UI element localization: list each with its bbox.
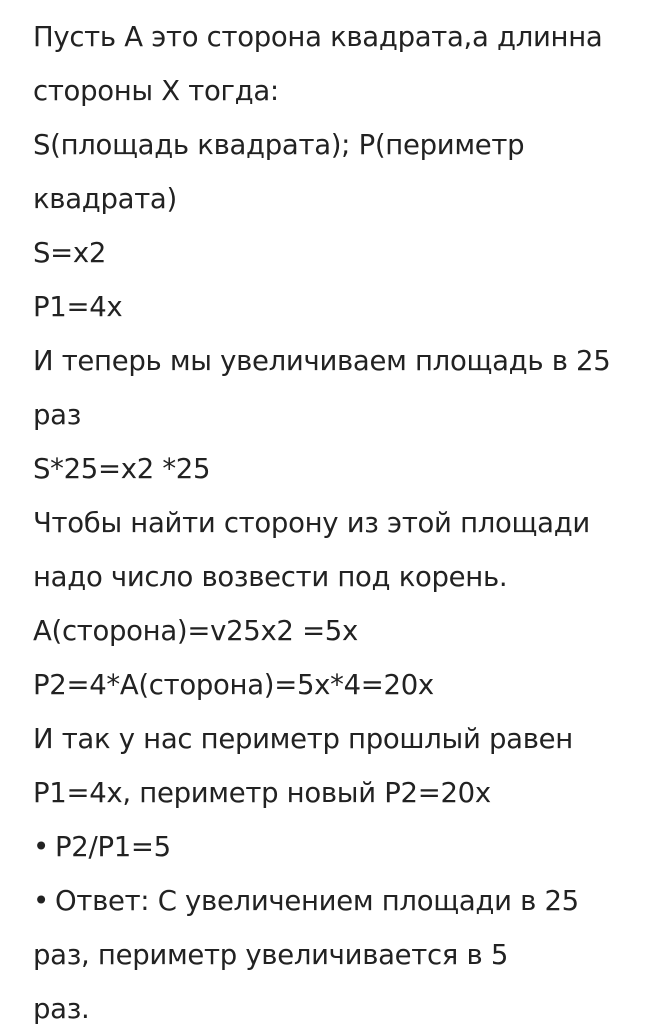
bullet-item-ratio: [33, 820, 638, 874]
text-line: P1=4x: [33, 291, 123, 323]
text-line: A(сторона)=v25x2 =5x: [33, 615, 358, 647]
bullet-item-answer: [33, 874, 638, 1036]
bullet-text: P2/P1=5: [55, 831, 171, 863]
text-line: раз: [33, 399, 82, 431]
text-line: И так у нас периметр прошлый равен: [33, 723, 573, 755]
text-line: Пусть А это сторона квадрата,а длинна: [33, 21, 603, 53]
bullet-marker: •: [33, 831, 49, 863]
bullet-marker: •: [33, 885, 49, 917]
text-line: S*25=x2 *25: [33, 453, 211, 485]
text-line: И теперь мы увеличиваем площадь в 25: [33, 345, 611, 377]
text-line: надо число возвести под корень.: [33, 561, 508, 593]
text-line: стороны Х тогда:: [33, 75, 279, 107]
text-line: S(площадь квадрата); P(периметр: [33, 129, 525, 161]
text-line: Чтобы найти сторону из этой площади: [33, 507, 590, 539]
text-line: S=x2: [33, 237, 107, 269]
text-line: раз.: [33, 993, 90, 1025]
bullet-text: Ответ: С увеличением площади в 25: [55, 885, 579, 917]
text-line: P2=4*A(сторона)=5x*4=20x: [33, 669, 434, 701]
bullet-line: [33, 874, 638, 928]
text-line: квадрата): [33, 183, 177, 215]
text-line: раз, периметр увеличивается в 5: [33, 939, 509, 971]
text-line: P1=4x, периметр новый P2=20x: [33, 777, 491, 809]
bullet-line: [33, 820, 638, 874]
